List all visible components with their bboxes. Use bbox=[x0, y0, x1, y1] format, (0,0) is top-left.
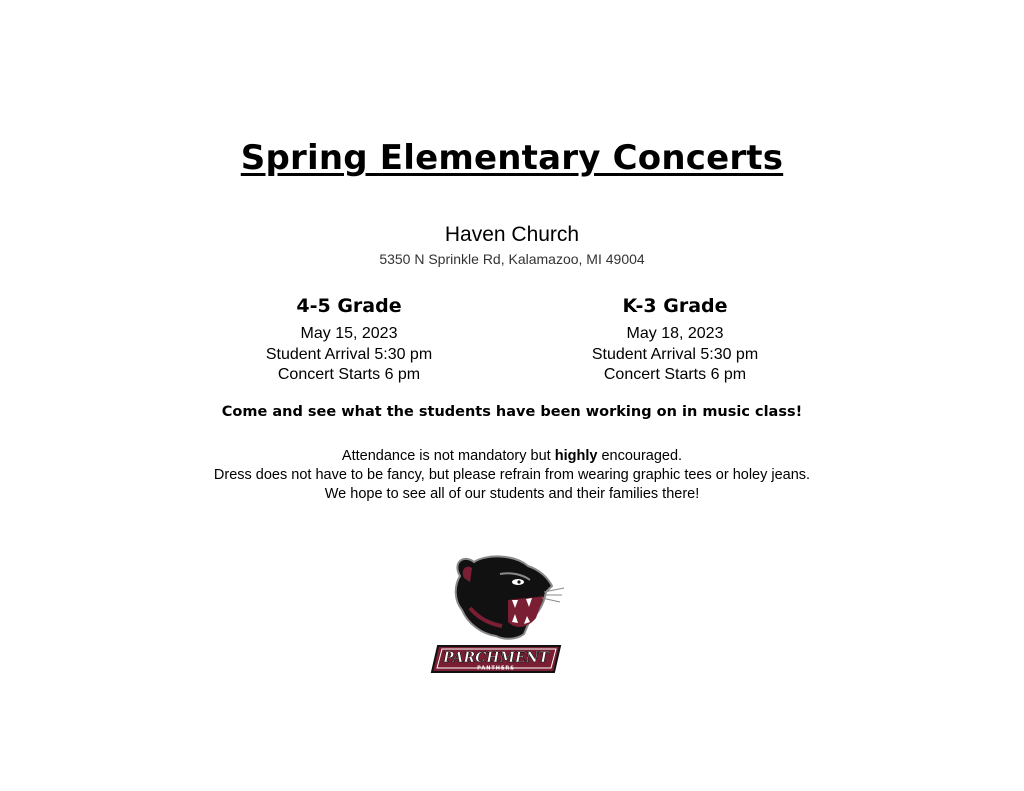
parchment-wordmark bbox=[432, 646, 560, 672]
concert-arrival-time: Student Arrival 5:30 pm bbox=[265, 345, 433, 363]
concert-grade-heading: K-3 Grade bbox=[622, 295, 728, 317]
families-note: We hope to see all of our students and their families there! bbox=[324, 486, 700, 502]
logo-subtext: PANTHERS bbox=[477, 665, 515, 672]
attendance-note-emphasis: highly bbox=[554, 448, 598, 464]
dress-code-note: Dress does not have to be fancy, but please refrain from wearing graphic tees or holey jeans. bbox=[213, 467, 811, 483]
concert-grade-heading: 4-5 Grade bbox=[296, 295, 402, 317]
venue-address: 5350 N Sprinkle Rd, Kalamazoo, MI 49004 bbox=[379, 251, 645, 267]
concert-date: May 18, 2023 bbox=[626, 325, 724, 342]
concert-date: May 15, 2023 bbox=[300, 325, 398, 342]
attendance-note-end: encouraged. bbox=[597, 448, 683, 464]
venue-name: Haven Church bbox=[444, 223, 580, 246]
attendance-note bbox=[0, 447, 1024, 466]
concert-start-time: Concert Starts 6 pm bbox=[603, 366, 747, 383]
concert-arrival-time: Student Arrival 5:30 pm bbox=[591, 345, 759, 363]
attendance-note-start: Attendance is not mandatory but bbox=[341, 448, 555, 464]
flyer-tagline: Come and see what the students have been working on in music class! bbox=[221, 404, 803, 420]
panther-logo-icon bbox=[430, 548, 570, 678]
concert-column-4-5 bbox=[219, 293, 479, 386]
flyer-notes bbox=[0, 447, 1024, 504]
flyer-title: Spring Elementary Concerts bbox=[240, 138, 784, 178]
concert-start-time: Concert Starts 6 pm bbox=[277, 366, 421, 383]
concert-column-k-3 bbox=[545, 293, 805, 386]
panther-head bbox=[456, 556, 564, 638]
logo-wordmark-text: PARCHMENT bbox=[443, 650, 549, 666]
